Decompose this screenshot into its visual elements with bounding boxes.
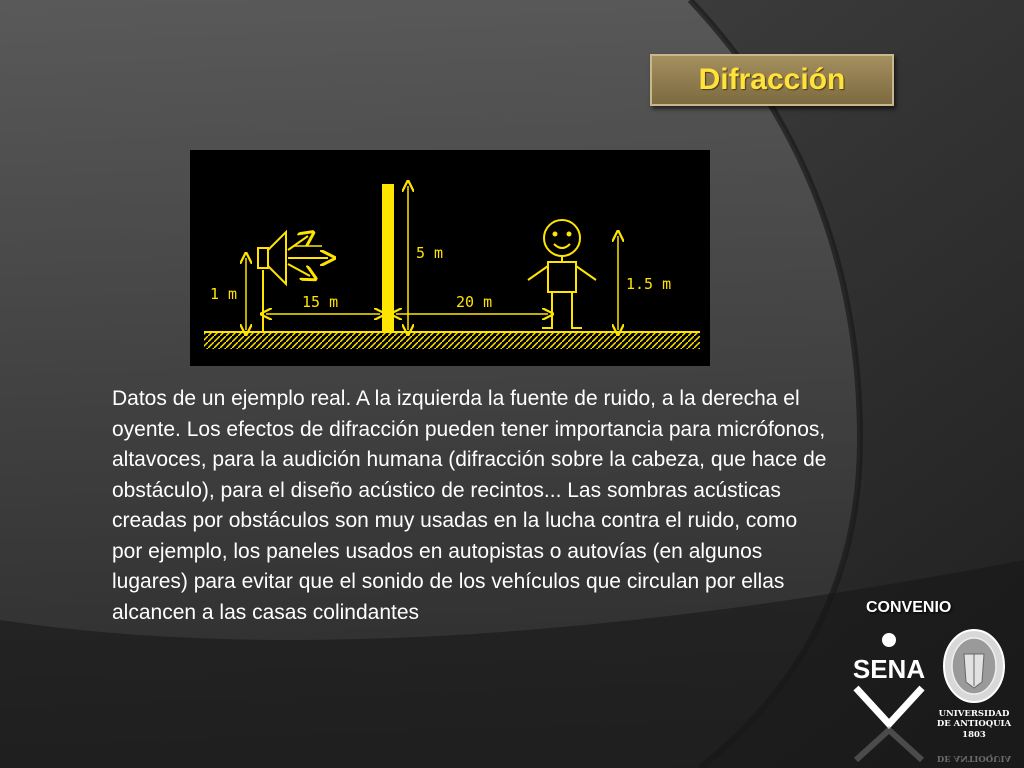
listener-figure-icon <box>528 220 596 328</box>
sena-logo <box>848 630 930 762</box>
udea-name-reflection: DE ANTIOQUIA <box>936 753 1012 763</box>
slide-body-text: Datos de un ejemplo real. A la izquierda la fuente de ruido, a la derecha el oyente. Los efectos de difracción pueden tener importancia para micrófonos, altavoces, para la audición humana (difracción sobre la cabeza, que hace de obstáculo), para el diseño acústico de recintos... Las sombras acústicas creadas por obstáculos son muy usadas en la lucha contra el ruido, como por ejemplo, los paneles usados en autopistas o autovías (en algunos lugares) para evitar que el sonido de los vehículos que circulan por ellas alcancen a las casas colindantes <box>112 387 827 624</box>
diffraction-diagram <box>190 150 710 366</box>
sena-logo-text: SENA <box>852 654 926 684</box>
speaker-icon <box>258 232 328 331</box>
speaker-height-label: 1 m <box>210 285 238 303</box>
listener-height-label: 1.5 m <box>626 275 672 293</box>
universidad-de-antioquia-logo <box>934 626 1014 766</box>
speaker-to-wall-label: 15 m <box>302 293 339 311</box>
udea-name-line1: UNIVERSIDAD <box>938 709 1010 719</box>
slide-title-box <box>650 54 894 106</box>
convenio-label: CONVENIO <box>866 599 952 616</box>
wall-to-listener-label: 20 m <box>456 293 493 311</box>
udea-year: 1803 <box>962 730 986 740</box>
udea-name-line2: DE ANTIOQUIA <box>936 719 1012 729</box>
wall-height-label: 5 m <box>416 244 444 262</box>
slide-title: Difracción <box>698 63 846 96</box>
ground <box>204 332 700 349</box>
udea-seal-icon <box>944 630 1004 702</box>
barrier-wall <box>382 184 394 332</box>
